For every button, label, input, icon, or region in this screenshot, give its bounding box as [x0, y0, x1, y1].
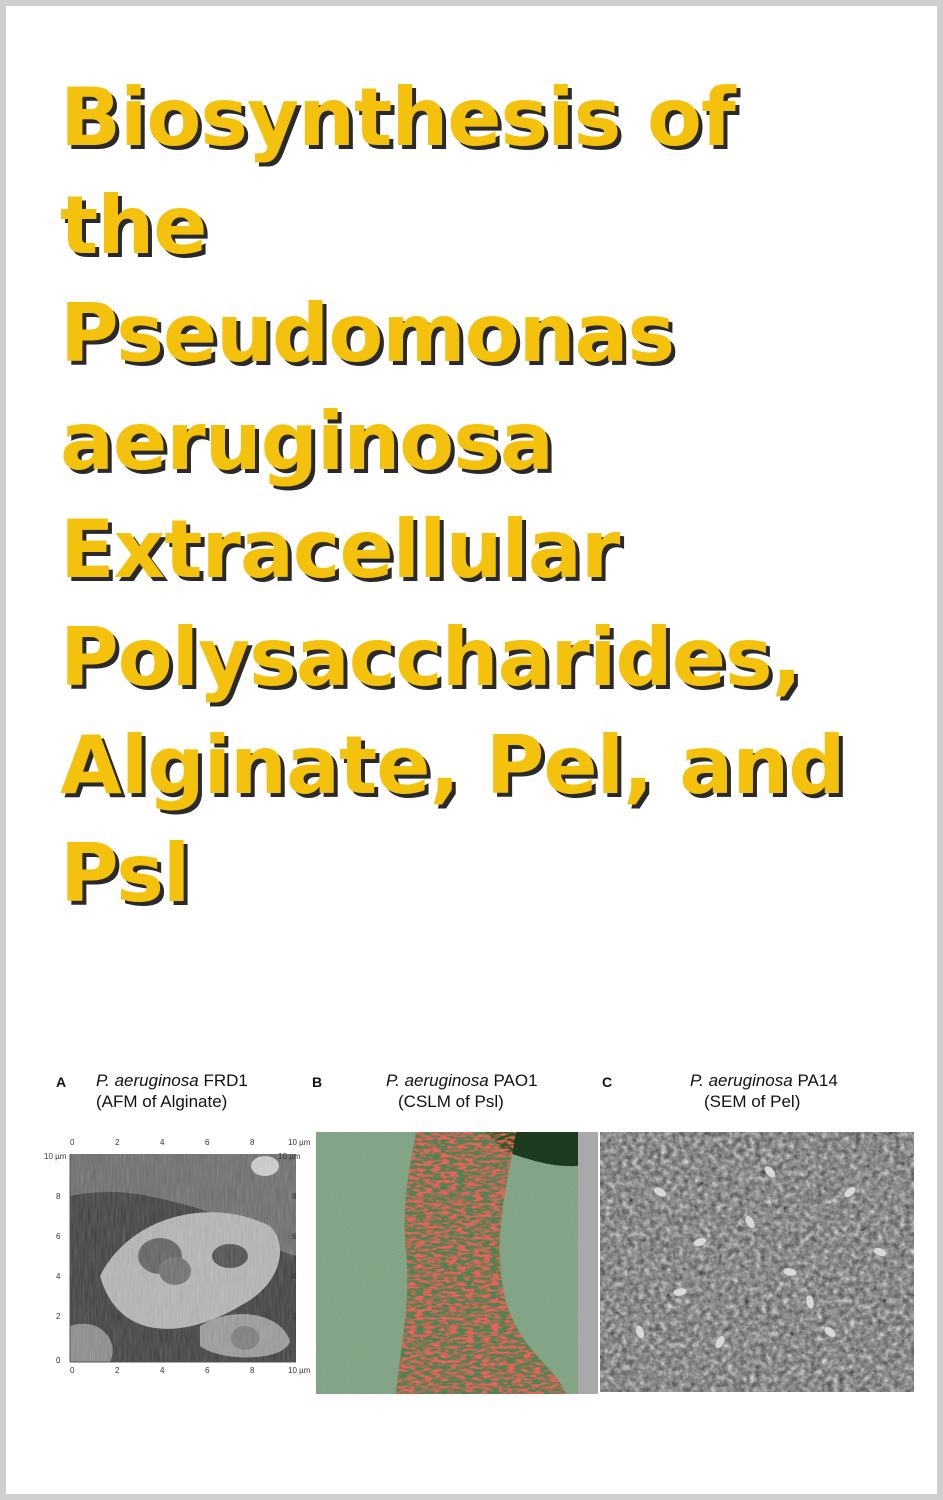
title-line: aeruginosa: [60, 395, 553, 488]
title-line: Polysaccharides,: [60, 611, 801, 704]
afm-bottom-tick: 6: [205, 1366, 210, 1375]
panel-a-letter: A: [56, 1074, 67, 1090]
afm-left-tick: 4: [56, 1272, 61, 1281]
afm-right-tick: 8: [292, 1192, 297, 1201]
afm-bottom-tick: 10 µm: [288, 1366, 311, 1375]
afm-left-tick: 10 µm: [44, 1152, 67, 1161]
title-line: Psl: [60, 827, 190, 920]
afm-left-tick: 6: [56, 1232, 61, 1241]
title-line: Extracellular: [60, 503, 620, 596]
panel-c-method: (SEM of Pel): [704, 1092, 801, 1111]
afm-alginate-image: [40, 1126, 312, 1396]
panel-a-method: (AFM of Alginate): [96, 1092, 228, 1111]
afm-top-tick: 10 µm: [288, 1138, 311, 1147]
afm-top-tick: 6: [205, 1138, 210, 1147]
sem-pel-image: [600, 1132, 914, 1392]
panel-a-species: P. aeruginosa: [96, 1071, 199, 1090]
panel-c-caption: [690, 1070, 943, 1112]
panel-c-letter: C: [602, 1074, 613, 1090]
afm-left-tick: 8: [56, 1192, 61, 1201]
afm-left-tick: 2: [56, 1312, 61, 1321]
title-line: the: [60, 179, 207, 272]
afm-top-tick: 4: [160, 1138, 165, 1147]
afm-bottom-tick: 4: [160, 1366, 165, 1375]
afm-right-tick: 4: [292, 1272, 297, 1281]
title-line: Biosynthesis of: [60, 71, 735, 164]
panel-b-method: (CSLM of Psl): [398, 1092, 504, 1111]
afm-bottom-tick: 2: [115, 1366, 120, 1375]
panel-b-strain: PAO1: [488, 1071, 538, 1090]
panel-b-letter: B: [312, 1074, 323, 1090]
panel-c-species: P. aeruginosa: [690, 1071, 793, 1090]
panel-c-strain: PA14: [792, 1071, 838, 1090]
afm-bottom-tick: 8: [250, 1366, 255, 1375]
afm-top-tick: 0: [70, 1138, 75, 1147]
title-line: Pseudomonas: [60, 287, 675, 380]
microscopy-figure: [34, 1066, 914, 1396]
afm-right-tick: 10 µm: [278, 1152, 301, 1161]
afm-right-tick: 2: [292, 1312, 297, 1321]
afm-bottom-tick: 0: [70, 1366, 75, 1375]
afm-top-tick: 8: [250, 1138, 255, 1147]
afm-top-tick: 2: [115, 1138, 120, 1147]
title-line: Alginate, Pel, and: [60, 719, 845, 812]
panel-b-species: P. aeruginosa: [386, 1071, 489, 1090]
panel-a-strain: FRD1: [198, 1071, 248, 1090]
cslm-psl-image: [316, 1132, 598, 1394]
afm-left-tick: 0: [56, 1356, 61, 1365]
afm-right-tick: 6: [292, 1232, 297, 1241]
book-title: [60, 64, 920, 928]
